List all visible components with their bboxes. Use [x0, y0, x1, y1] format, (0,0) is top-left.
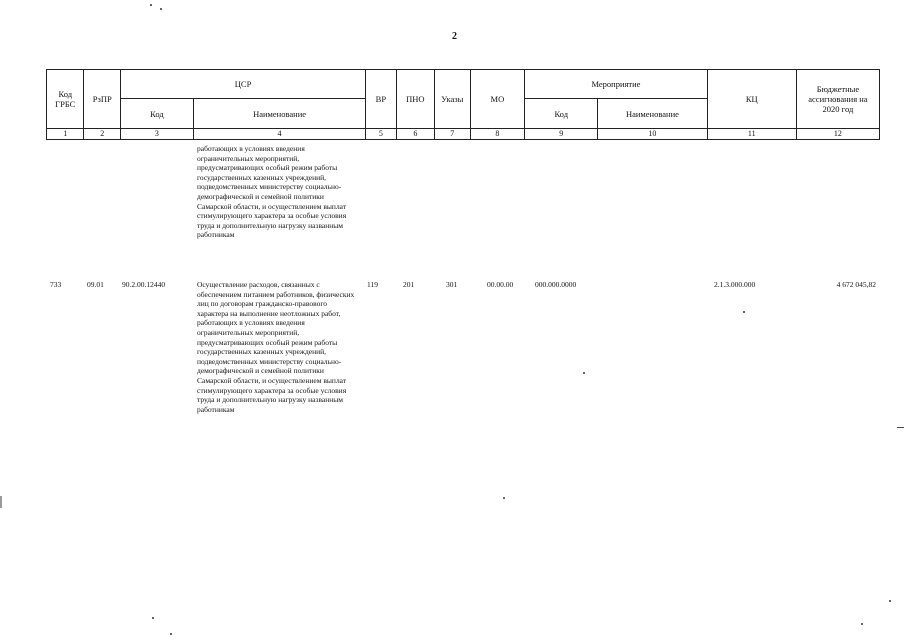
header-csr: ЦСР	[120, 70, 365, 99]
column-number: 9	[525, 129, 598, 140]
scan-edge-mark	[0, 496, 2, 508]
column-number: 11	[707, 129, 796, 140]
header-mer-name: Наименование	[598, 99, 707, 129]
row-mo: 00.00.00	[487, 280, 514, 289]
column-number: 1	[47, 129, 84, 140]
header-mo: МО	[470, 70, 525, 129]
row-vr: 119	[367, 280, 378, 289]
column-number: 3	[120, 129, 193, 140]
scan-speck	[503, 497, 505, 499]
header-budget: Бюджетные ассигнования на 2020 год	[796, 70, 879, 129]
header-csr-name: Наименование	[193, 99, 365, 129]
column-number: 12	[796, 129, 879, 140]
scan-speck	[150, 4, 152, 6]
column-number: 7	[435, 129, 470, 140]
row-ukazy: 301	[446, 280, 458, 289]
scan-speck	[743, 311, 745, 313]
column-number: 4	[193, 129, 365, 140]
column-number: 2	[84, 129, 120, 140]
row-grbs: 733	[50, 280, 62, 289]
scan-edge-mark	[897, 427, 904, 428]
column-number: 5	[366, 129, 396, 140]
scan-speck	[160, 8, 162, 10]
row-kc: 2.1.3.000.000	[714, 280, 756, 289]
header-meropriyatie: Мероприятие	[525, 70, 707, 99]
scan-speck	[583, 372, 585, 374]
header-csr-kod: Код	[120, 99, 193, 129]
row-amount: 4 672 045,82	[836, 280, 876, 289]
row-rzpr: 09.01	[87, 280, 104, 289]
row-description: Осуществление расходов, связанных с обеспечением питанием работников, физических лиц по договорам гражданско-правового характера на выполнение неотложных работ, работающих в условиях введения ограничительных мероприятий, предусматривающих особый режим работы государственных казенных учреждений, подведомственных министерству социально-демографической и семейной политики Самарской области, и осуществлением выплат стимулирующего характера за особые условия труда и дополнительную нагрузку названным работникам	[197, 280, 355, 414]
scan-speck	[889, 600, 891, 602]
column-number: 6	[396, 129, 435, 140]
continuation-description: работающих в условиях введения ограничительных мероприятий, предусматривающих особый режим работы государственных казенных учреждений, подведомственных министерству социально-демографической и семейной политики Самарской области, и осуществлением выплат стимулирующего характера за особые условия труда и дополнительную нагрузку названным работникам	[197, 144, 347, 240]
row-pno: 201	[403, 280, 415, 289]
column-number: 10	[598, 129, 707, 140]
scan-speck	[152, 617, 154, 619]
row-csr-kod: 90.2.00.12440	[122, 280, 166, 289]
column-number: 8	[470, 129, 525, 140]
budget-table-header	[46, 69, 880, 140]
header-mer-kod: Код	[525, 99, 598, 129]
header-kc: КЦ	[707, 70, 796, 129]
header-ukazy: Указы	[435, 70, 470, 129]
header-kod-grbs: Код ГРБС	[47, 70, 84, 129]
header-pno: ПНО	[396, 70, 435, 129]
header-rzpr: РзПР	[84, 70, 120, 129]
row-mer-kod: 000.000.0000	[535, 280, 577, 289]
scan-speck	[170, 633, 172, 635]
page-number: 2	[452, 31, 457, 42]
scan-speck	[861, 623, 863, 625]
header-vr: ВР	[366, 70, 396, 129]
